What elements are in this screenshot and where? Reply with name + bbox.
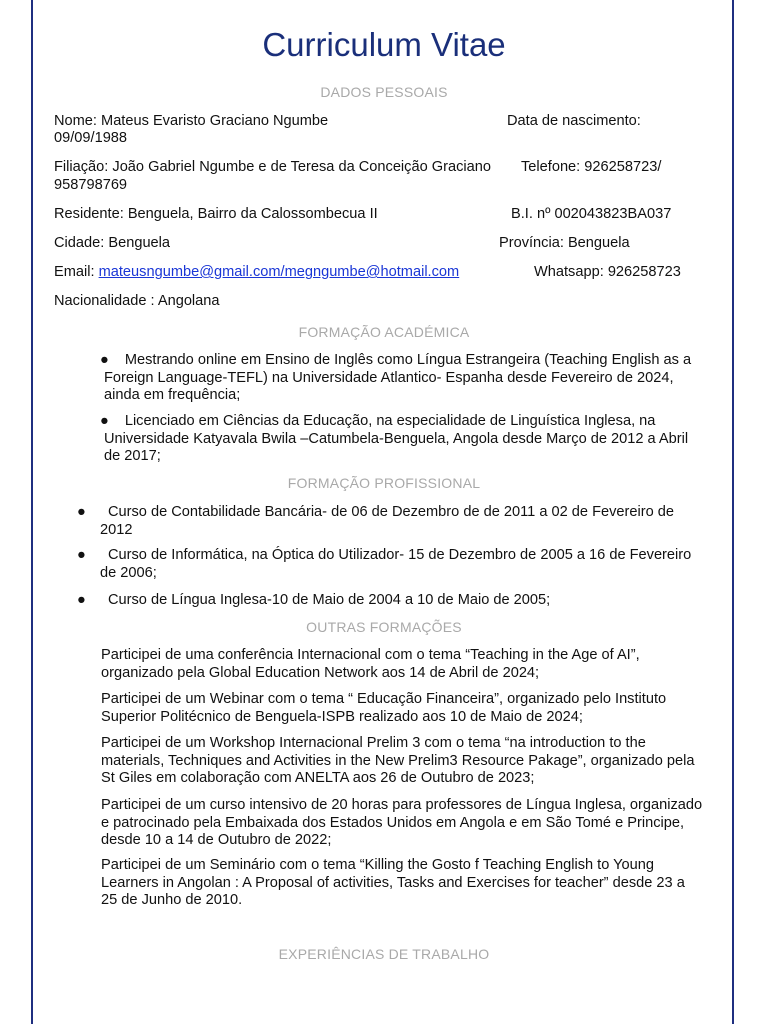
bullet-icon: ●: [77, 592, 86, 608]
birth-label: Data de nascimento:: [507, 113, 641, 129]
section-other-heading: OUTRAS FORMAÇÕES: [306, 619, 462, 635]
list-item: Participei de um Webinar com o tema “ Educação Financeira”, organizado pelo Instituto Superior Politécnico de Benguela-ISPB realizado aos 10 de Maio de 2024;: [101, 691, 667, 725]
list-item: ● Curso de Contabilidade Bancária- de 06 de Dezembro de de 2011 a 02 de Fevereiro de 2012: [77, 504, 675, 538]
city-field: Cidade: Benguela: [54, 235, 171, 251]
bullet-icon: ●: [100, 413, 109, 429]
section-personal-heading: DADOS PESSOAIS: [320, 84, 448, 100]
email-field: [54, 264, 459, 282]
name-field: Nome: Mateus Evaristo Graciano Ngumbe: [54, 113, 329, 129]
bullet-icon: ●: [100, 352, 109, 368]
phone-second: 958798769: [54, 177, 128, 193]
filiation-field: Filiação: João Gabriel Ngumbe e de Teresa da Conceição Graciano: [54, 159, 491, 175]
section-academic-heading: FORMAÇÃO ACADÉMICA: [298, 324, 470, 340]
bullet-icon: ●: [77, 547, 86, 563]
whatsapp-field: Whatsapp: 926258723: [534, 264, 681, 280]
section-experience-heading: EXPERIÊNCIAS DE TRABALHO: [278, 946, 490, 962]
email-label: Email:: [54, 264, 99, 280]
list-item: ● Licenciado em Ciências da Educação, na especialidade de Linguística Inglesa, na Universidade Katyavala Bwila –Catumbela-Benguela, Angola desde Março de 2012 a Abril de 2017;: [100, 413, 689, 464]
document-title: Curriculum Vitae: [262, 26, 506, 63]
phone-field: Telefone: 926258723/: [521, 159, 662, 175]
list-item: Participei de um Seminário com o tema “Killing the Gosto f Teaching English to Young Learners in Angolan : A Proposal of activities, Tasks and Exercises for teacher” desde 23 a 25 de Junho de 2010.: [101, 857, 685, 908]
section-professional-heading: FORMAÇÃO PROFISSIONAL: [287, 475, 481, 491]
birth-date: 09/09/1988: [54, 130, 128, 146]
list-item: Participei de uma conferência Internacional com o tema “Teaching in the Age of AI”, organizado pela Global Education Network aos 14 de Abril de 2024;: [101, 647, 640, 681]
residence-field: Residente: Benguela, Bairro da Calossombecua II: [54, 206, 378, 222]
list-item: ● Curso de Informática, na Óptica do Utilizador- 15 de Dezembro de 2005 a 16 de Fevereiro de 2006;: [77, 547, 692, 581]
list-item: Participei de um Workshop Internacional Prelim 3 com o tema “na introduction to the materials, Techniques and Activities in the New Prelim3 Resource Pakage”, organizado pela St Giles em colaboração com ANELTA aos 26 de Outubro de 2023;: [101, 735, 695, 786]
email-link[interactable]: mateusngumbe@gmail.com/megngumbe@hotmail.com: [98, 264, 460, 280]
nationality-field: Nacionalidade : Angolana: [54, 293, 220, 309]
bullet-icon: ●: [77, 504, 86, 520]
list-item: ● Mestrando online em Ensino de Inglês como Língua Estrangeira (Teaching English as a Foreign Language-TEFL) na Universidade Atlantico- Espanha desde Fevereiro de 2024, ainda em frequência;: [100, 352, 692, 403]
id-field: B.I. nº 002043823BA037: [511, 206, 672, 222]
list-item: ● Curso de Língua Inglesa-10 de Maio de 2004 a 10 de Maio de 2005;: [77, 592, 551, 608]
list-item: Participei de um curso intensivo de 20 horas para professores de Língua Inglesa, organizado e patrocinado pela Embaixada dos Estados Unidos em Angola e em São Tomé e Principe, desde 10 a 14 de Outubro de 2022;: [101, 797, 703, 848]
province-field: Província: Benguela: [499, 235, 630, 251]
